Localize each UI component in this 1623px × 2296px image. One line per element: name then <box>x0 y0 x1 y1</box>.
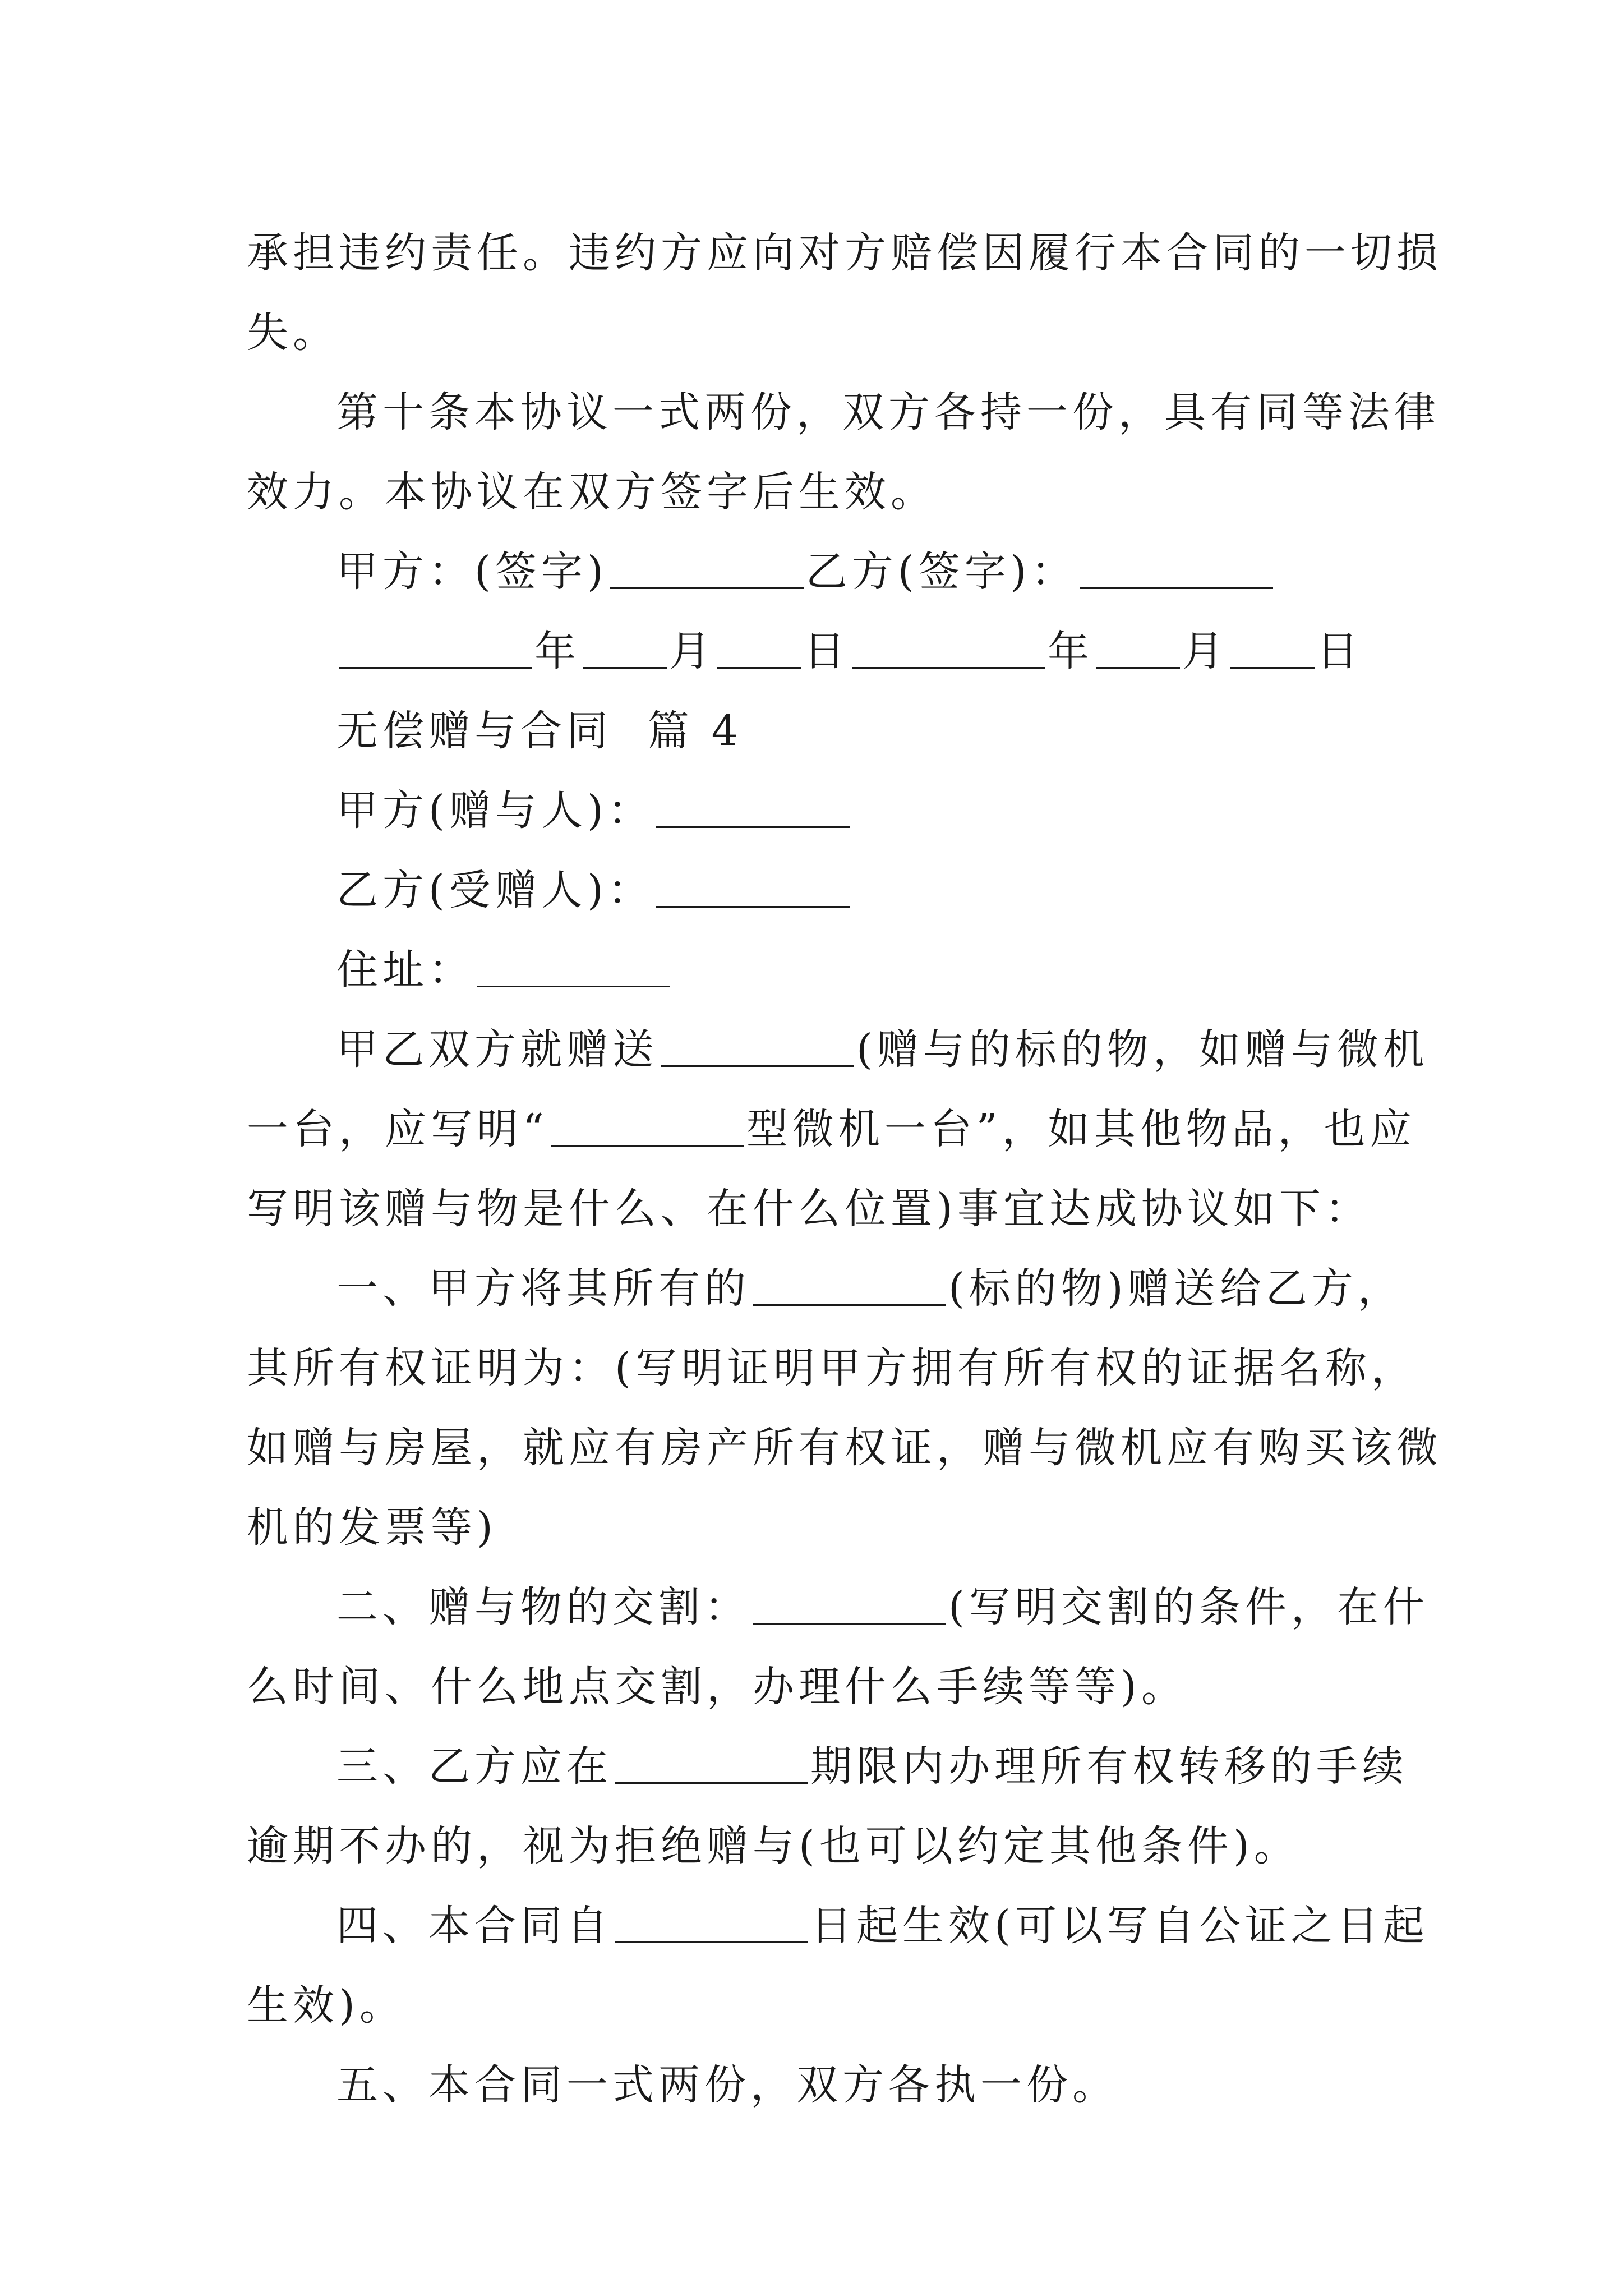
blank-field[interactable] <box>615 1906 808 1943</box>
party-a-sign-label: 甲方：(签字) <box>336 547 608 596</box>
party-b-label: 乙方(受赠人)： <box>336 866 654 914</box>
text-run: 一、甲方将其所有的 <box>336 1264 750 1313</box>
text-run: 三、乙方应在 <box>336 1742 612 1791</box>
year-label: 年 <box>1048 627 1094 675</box>
intro-line <box>247 1089 1416 1169</box>
text-run: (写明交割的条件，在什 <box>948 1583 1429 1631</box>
day-label: 日 <box>1317 627 1363 675</box>
year-label: 年 <box>534 627 580 675</box>
blank-field[interactable] <box>1080 551 1273 589</box>
text-run: 四、本合同自 <box>336 1902 612 1950</box>
text-line: 失。 <box>247 309 339 357</box>
clause-1-line <box>247 1249 1404 1328</box>
party-b-sign-label: 乙方(签字)： <box>805 547 1077 596</box>
blank-field[interactable] <box>753 1587 946 1625</box>
text-line: 第十条本协议一式两份，双方各持一份，具有同等法律 <box>336 388 1440 436</box>
text-run: 期限内办理所有权转移的手续 <box>810 1742 1408 1791</box>
blank-field[interactable] <box>656 790 850 828</box>
blank-field[interactable] <box>717 631 801 669</box>
text-run: 一台，应写明“ <box>247 1105 548 1153</box>
clause-2-line <box>247 1567 1429 1647</box>
text-run: 二、赠与物的交割： <box>336 1583 750 1631</box>
blank-field[interactable] <box>339 631 532 669</box>
address-line <box>247 930 1391 1010</box>
text-run: 甲乙双方就赠送 <box>336 1025 658 1074</box>
month-label: 月 <box>669 627 715 675</box>
text-line: 承担违约责任。违约方应向对方赔偿因履行本合同的一切损 <box>247 229 1442 277</box>
blank-field[interactable] <box>1096 631 1180 669</box>
document-page <box>247 213 1442 2125</box>
signature-line <box>247 532 1391 611</box>
text-run: 型微机一台”，如其他物品，也应 <box>746 1105 1416 1153</box>
clause-4-line <box>247 1886 1429 1966</box>
text-run: 日起生效(可以写自公证之日起 <box>810 1902 1429 1950</box>
blank-field[interactable] <box>661 1029 854 1067</box>
clause-5-line: 五、本合同一式两份，双方各执一份。 <box>336 2061 1118 2109</box>
clause-2-line: 么时间、什么地点交割，办理什么手续等等)。 <box>247 1663 1187 1711</box>
blank-field[interactable] <box>610 551 804 589</box>
month-label: 月 <box>1182 627 1228 675</box>
address-label: 住址： <box>336 946 474 994</box>
clause-4-line: 生效)。 <box>247 1981 405 2030</box>
blank-field[interactable] <box>753 1268 946 1306</box>
clause-1-line: 其所有权证明为：(写明证明甲方拥有所有权的证据名称， <box>247 1344 1417 1392</box>
date-line <box>247 611 1391 691</box>
party-a-line <box>247 771 1391 850</box>
text-run: (赠与的标的物，如赠与微机 <box>856 1025 1429 1074</box>
party-a-label: 甲方(赠与人)： <box>336 786 654 835</box>
blank-field[interactable] <box>852 631 1045 669</box>
text-line: 效力。本协议在双方签字后生效。 <box>247 468 937 516</box>
intro-line <box>247 1010 1429 1089</box>
blank-field[interactable] <box>551 1109 744 1147</box>
intro-line: 写明该赠与物是什么、在什么位置)事宜达成协议如下： <box>247 1185 1371 1233</box>
blank-field[interactable] <box>1230 631 1315 669</box>
clause-3-line <box>247 1727 1408 1806</box>
blank-field[interactable] <box>656 870 850 908</box>
blank-field[interactable] <box>583 631 667 669</box>
clause-1-line: 如赠与房屋，就应有房产所有权证，赠与微机应有购买该微 <box>247 1424 1442 1472</box>
clause-3-line: 逾期不办的，视为拒绝赠与(也可以约定其他条件)。 <box>247 1822 1300 1870</box>
day-label: 日 <box>804 627 850 675</box>
section-title: 无偿赠与合同 篇 4 <box>336 707 743 755</box>
blank-field[interactable] <box>477 950 670 987</box>
clause-1-line: 机的发票等) <box>247 1503 497 1552</box>
text-run: (标的物)赠送给乙方， <box>948 1264 1404 1313</box>
blank-field[interactable] <box>615 1746 808 1784</box>
party-b-line <box>247 850 1391 930</box>
